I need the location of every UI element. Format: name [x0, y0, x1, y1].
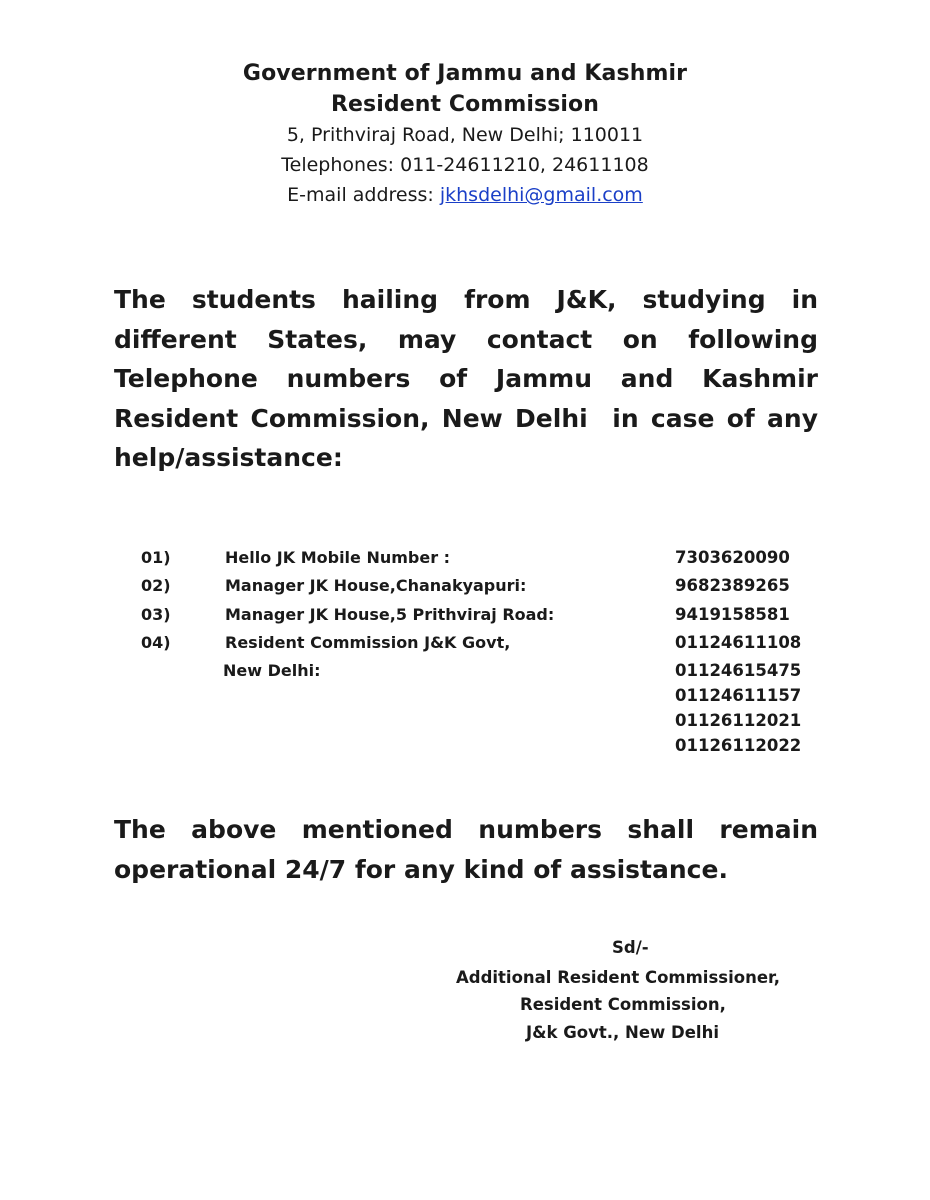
- contact-phone: 01124611108: [675, 633, 802, 652]
- email-label: E-mail address:: [287, 184, 440, 206]
- contact-phone-extra: 01126112022: [675, 736, 802, 755]
- closing-paragraph: [114, 810, 818, 889]
- signature-office: Resident Commission,: [520, 995, 726, 1014]
- intro-line-5: help/assistance:: [114, 443, 343, 472]
- intro-line-3: Telephone numbers of Jammu and Kashmir: [114, 364, 818, 393]
- contact-phone-extra: 01124615475: [675, 661, 802, 680]
- contact-phone: 7303620090: [675, 548, 790, 567]
- intro-line-2: different States, may contact on following: [114, 324, 818, 354]
- signature-designation: Additional Resident Commissioner,: [456, 968, 780, 987]
- intro-paragraph: [114, 280, 818, 478]
- contact-row: [0, 630, 930, 656]
- letterhead-title-commission: Resident Commission: [330, 92, 600, 117]
- contact-row: [0, 573, 930, 599]
- contact-row-continued: [0, 658, 930, 684]
- contact-phone-extra: 01126112021: [675, 711, 802, 730]
- contact-number-index: 03): [141, 605, 171, 624]
- contact-label-continued: New Delhi:: [223, 661, 321, 680]
- letterhead: [0, 58, 930, 210]
- contact-row-continued: [0, 733, 930, 759]
- letterhead-title-government: Government of Jammu and Kashmir: [242, 61, 688, 86]
- contact-number-index: 02): [141, 576, 171, 595]
- contact-label: Manager JK House,5 Prithviraj Road:: [225, 605, 555, 624]
- signature-location: J&k Govt., New Delhi: [526, 1023, 719, 1042]
- contact-label: Hello JK Mobile Number :: [225, 548, 451, 567]
- contact-row-continued: [0, 683, 930, 709]
- contact-phone: 9682389265: [675, 576, 790, 595]
- email-link[interactable]: jkhsdelhi@gmail.com: [439, 184, 643, 206]
- contact-number-index: 01): [141, 548, 171, 567]
- contact-row: [0, 545, 930, 571]
- contact-phone: 9419158581: [675, 605, 790, 624]
- letterhead-email-line: [0, 180, 930, 210]
- contact-label: Resident Commission J&K Govt,: [225, 633, 511, 652]
- letterhead-address: 5, Prithviraj Road, New Delhi; 110011: [286, 124, 644, 146]
- contact-phone-extra: 01124611157: [675, 686, 802, 705]
- contact-label: Manager JK House,Chanakyapuri:: [225, 576, 527, 595]
- contact-row: [0, 602, 930, 628]
- contact-number-index: 04): [141, 633, 171, 652]
- signature-sd: Sd/-: [612, 938, 649, 957]
- closing-line-1: The above mentioned numbers shall remain: [114, 815, 818, 844]
- closing-line-2: operational 24/7 for any kind of assistance.: [114, 854, 728, 884]
- intro-line-4: Resident Commission, New Delhi in case of any: [114, 403, 818, 433]
- contact-row-continued: [0, 708, 930, 734]
- letterhead-telephones: Telephones: 011-24611210, 24611108: [281, 154, 649, 176]
- intro-line-1: The students hailing from J&K, studying in: [114, 285, 818, 314]
